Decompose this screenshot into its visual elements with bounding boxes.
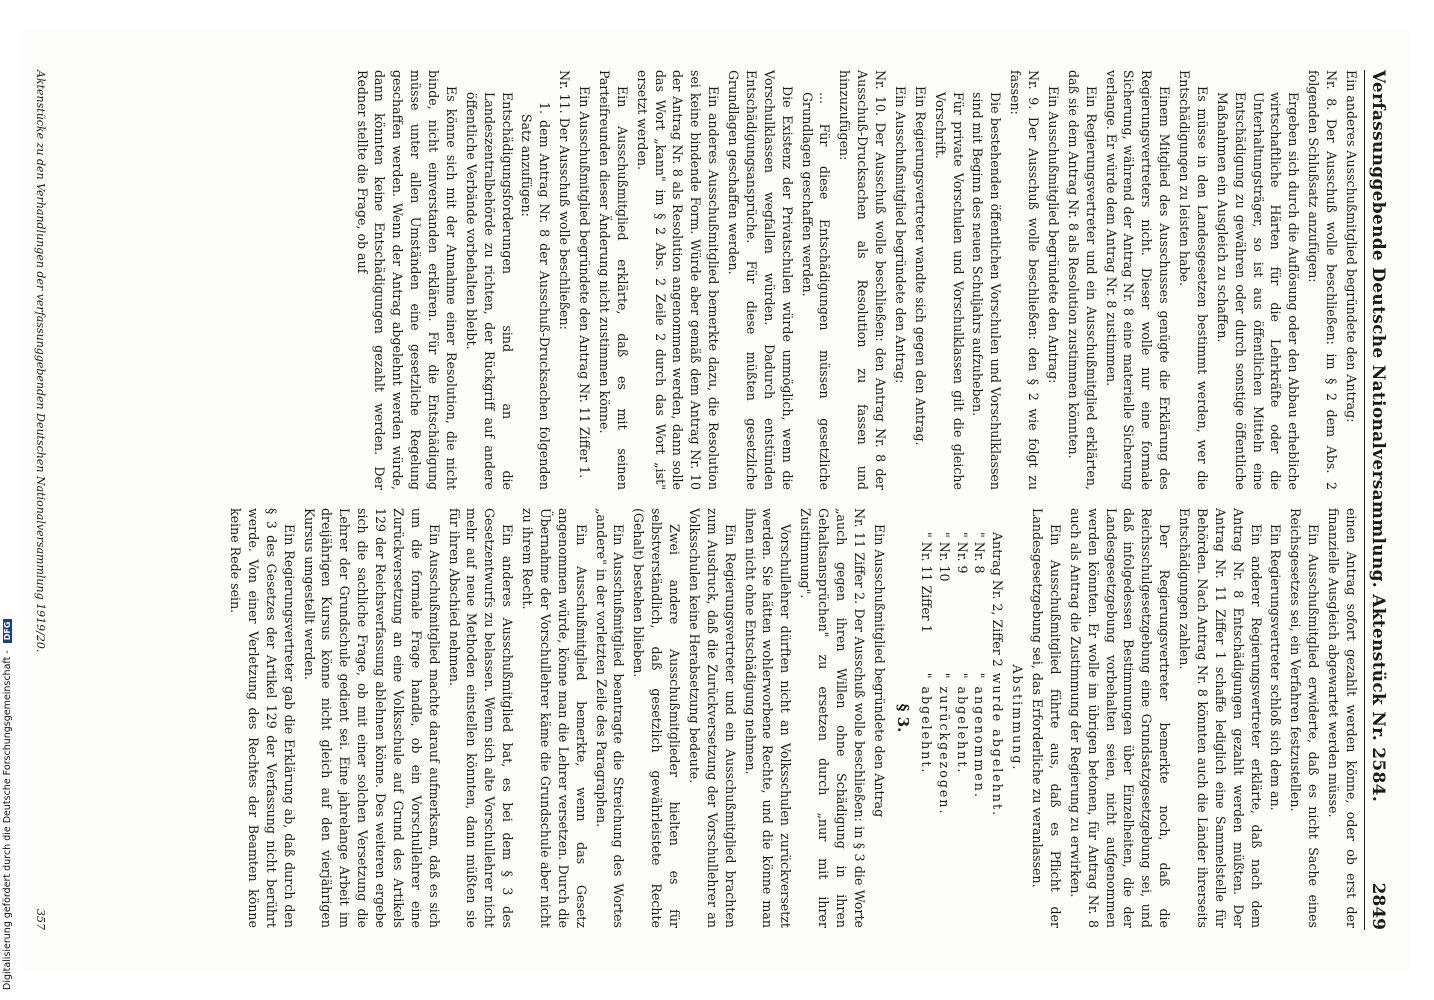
dfg-logo: DFG bbox=[3, 619, 12, 644]
vote-result: " abgelehnt. bbox=[918, 672, 934, 775]
paragraph: Einem Mitglied des Ausschusses genügte die Erklärung des Regierungsvertreters nicht. Dieser wolle nur eine formale Sicherung, während der Antrag Nr. 8 eine materielle Sicherung verlange. Er würde dem Antrag Nr. 8 zustimmen. bbox=[1103, 70, 1173, 490]
paragraph: Ein Regierungsvertreter gab die Erklärung ab, daß durch den § 3 des Gesetzes der Artikel 129 der Verfassung nicht berührt werde. Von einer Verletzung des Rechtes der Beamten könne keine Rede sein. bbox=[228, 508, 297, 928]
vote-result: " abgelehnt. bbox=[954, 672, 970, 775]
digitization-note bbox=[0, 0, 20, 1000]
paragraph: Es könne sich mit der Annahme einer Resolution, die nicht binde, nicht einverstanden erklären. Für die Entschädigung müsse unter allen Umständen eine gesetzliche Regelung geschaffen werden. Wenn der Antrag abgelehnt werden würde, dann könnten keine Entschädigungen gezahlt werden. Der Redner stellte die Frage, ob auf bbox=[354, 70, 459, 490]
vote-label: " Nr. 8 bbox=[972, 532, 988, 574]
vote-label: " Nr. 10 bbox=[936, 532, 952, 582]
paragraph: Nr. 9. Der Ausschuß wolle beschließen: den § 2 wie folgt zu fassen: bbox=[1008, 70, 1042, 490]
paragraph: Ein Ausschußmitglied begründete den Antrag Nr. 11 Ziffer 1. bbox=[577, 86, 593, 479]
paragraph: Ein Regierungsvertreter wandte sich gegen den Antrag. bbox=[912, 86, 928, 446]
paragraph: Vorschullehrer dürften nicht an Volksschulen zurückversetzt werden. Sie hätten wohlerworbene Rechte, und die könne man ihnen nicht ohne Entschädigung nehmen. bbox=[742, 508, 794, 928]
footer-number: 357 bbox=[34, 909, 47, 930]
digitization-text: Digitalisierung gefördert durch die Deutsche Forschungsgemeinschaft - bbox=[2, 650, 13, 990]
paragraph: Die Existenz der Privatschulen würde unmöglich, wenn die Vorschulklassen wegfallen würden. Dadurch entstünden Entschädigungsansprüche. Für diese müßten gesetzliche Grundlagen geschaffen werden. bbox=[726, 70, 795, 490]
paragraph: Entschädigungsforderungen sind an die Landeszentralbehörde zu richten, der Rückgriff auf andere öffentliche Verbände vorbehalten bleibt. bbox=[463, 92, 515, 490]
paragraph: Ein Regierungsvertreter und ein Ausschußmitglied brachten zum Ausdruck, daß die Zurückversetzung der Vorschullehrer an Volksschulen keine Herabsetzung bedeute. bbox=[686, 508, 738, 928]
vote-table bbox=[917, 532, 1006, 823]
page-title: Verfassunggebende Deutsche Nationalversammlung. Aktenstück Nr. 2584. bbox=[1368, 70, 1388, 803]
paragraph: einen Antrag sofort gezahlt werden könne, oder ob erst der finanzielle Ausgleich abgewartet werden müsse. bbox=[1326, 508, 1359, 928]
vote-result: wurde abgelehnt. bbox=[990, 672, 1006, 818]
paragraph: Ein anderes Ausschußmitglied bat, es bei dem § 3 des Gesetzentwurfs zu belassen. Wenn sich alte Vorschullehrer nicht mehr auf neue Methoden einstellen könnten, dann müßten sie für ihren Abschied nehmen. bbox=[446, 508, 516, 928]
paragraph: Ein Ausschußmitglied begründete den Antrag bbox=[871, 524, 887, 818]
paragraph: Der Regierungsvertreter bemerkte noch, daß die Reichsschulgesetzgebung eine Grundsatzgesetzgebung sei, und daß infolgedessen Bestimmungen über Einzelheiten, die der Landesgesetzgebung vorbehalten seien, nicht aufgenommen werden könnten. Er wolle im übrigen betonen, für Antrag Nr. 8 auch als Antrag die Zustimmung der Regierung zu erwirken. bbox=[1067, 508, 1173, 928]
section-heading: § 3. bbox=[894, 703, 912, 733]
page-number: 2849 bbox=[1368, 882, 1388, 930]
paragraph: Ein Regierungsvertreter schloß sich dem an. bbox=[1268, 524, 1284, 811]
paragraph: ... Für diese Entschädigungen müssen gesetzliche Grundlagen geschaffen werden. bbox=[799, 92, 833, 490]
paragraph: Nr. 10. Der Ausschuß wolle beschließen: den Antrag Nr. 8 der Ausschuß-Drucksachen als Resolution zu fassen und hinzuzufügen: bbox=[837, 70, 889, 490]
page-footer bbox=[34, 70, 47, 930]
vote-label: " Nr. 9 bbox=[954, 532, 970, 574]
vote-row bbox=[989, 532, 1007, 823]
paragraph: Ein anderes Ausschußmitglied bemerkte dazu, die Resolution sei keine bindende Form. Würde aber gemäß dem Antrag Nr. 10 der Antrag Nr. 8 als Resolution angenommen werden, dann solle das Wort „kann" im § 2 Abs. 2 Zeile 2 durch das Wort „ist" ersetzt werden. bbox=[634, 70, 722, 490]
paragraph: Nr. 11 Ziffer 2. Der Ausschuß wolle beschließen: in § 3 die Worte „auch gegen ihren Willen ohne Schädigung in ihren Gehaltsansprüchen" zu ersetzen durch „nur mit ihrer Zustimmung". bbox=[798, 508, 867, 928]
paragraph: 1. dem Antrag Nr. 8 der Ausschuß-Drucksachen folgenden Satz anzufügen: bbox=[519, 102, 553, 490]
paragraph: Zwei andere Ausschußmitglieder hielten es für selbstverständlich, daß gesetzlich gewährleistete Rechte (Gehalt) bestehen blieben. bbox=[631, 508, 683, 928]
paragraph: Ein Ausschußmitglied beantragte die Streichung des Wortes „andere" in der vorletzten Zeile des Paragraphen. bbox=[593, 508, 627, 928]
right-column-top bbox=[1028, 508, 1360, 928]
rotated-page bbox=[20, 30, 1410, 970]
vote-result: " zurückgezogen. bbox=[936, 672, 952, 816]
paragraph: Es müsse in den Landesgesetzen bestimmt werden, wer die Entschädigungen zu leisten habe. bbox=[1177, 70, 1210, 490]
vote-row bbox=[971, 532, 989, 823]
paragraph: Nr. 8. Der Ausschuß wolle beschließen: im § 2 dem Abs. 2 folgenden Schlußsatz anzufügen: bbox=[1306, 70, 1340, 490]
paragraph: Ein Ausschußmitglied erklärte, daß es mit seinen Parteifreunden dieser Änderung nicht zustimmen könne. bbox=[597, 70, 630, 490]
footer-source: Aktenstücke zu den Verhandlungen der verfassunggebenden Deutschen Nationalversammlung 1919/20. bbox=[34, 70, 47, 653]
vote-row bbox=[917, 532, 935, 823]
left-column bbox=[351, 70, 1360, 490]
scanned-page bbox=[20, 30, 1410, 970]
vote-heading: Abstimmung. bbox=[1010, 664, 1026, 772]
paragraph: Ergeben sich durch die Auflösung oder den Abbau erhebliche wirtschaftliche Härten für die Lehrkräfte oder die Unterhaltungsträger, so ist aus öffentlichen Mitteln eine Entschädigung zu gewähren oder durch sonstige öffentliche Maßnahmen ein Ausgleich zu schaffen. bbox=[1214, 92, 1302, 490]
vote-row bbox=[935, 532, 953, 823]
page-header bbox=[1364, 70, 1398, 930]
paragraph: Ein Ausschußmitglied begründete den Antrag: bbox=[1046, 86, 1061, 384]
paragraph: Für private Vorschulen und Vorschulklassen gilt die gleiche Vorschrift. bbox=[932, 92, 966, 490]
vote-row bbox=[953, 532, 971, 823]
paragraph: Die bestehenden öffentlichen Vorschulen und Vorschulklassen sind mit Beginn des neuen Schuljahrs aufzuheben. bbox=[970, 92, 1004, 490]
vote-label: " Nr. 11 Ziffer 1 bbox=[918, 532, 934, 633]
paragraph: Ein Ausschußmitglied begründete den Antrag: bbox=[893, 86, 908, 384]
vote-label: Antrag Nr. 2, Ziffer 2 bbox=[990, 532, 1006, 667]
paragraph: Nr. 11. Der Ausschuß wolle beschließen: bbox=[557, 70, 573, 330]
paragraph: Ein anderes Ausschußmitglied begründete den Antrag: bbox=[1344, 70, 1359, 423]
right-column bbox=[224, 508, 1360, 928]
paragraph: Ein Ausschußmitglied bemerkte, wenn das Gesetz angenommen würde, könne man die Lehrer versetzen. Durch die Übernahme der Vorschullehrer käme die Grundschule aber nicht zu ihrem Recht. bbox=[520, 508, 589, 928]
right-column-bottom bbox=[226, 508, 888, 928]
vote-result: " angenommen. bbox=[972, 672, 988, 799]
paragraph: Ein Ausschußmitglied erwiderte, daß es nicht Sache eines Reichsgesetzes sei, ein Verfahren festzustellen. bbox=[1288, 508, 1322, 928]
paragraph: Ein anderer Regierungsvertreter erklärte, daß nach dem Antrag Nr. 8 Entschädigungen gezahlt werden müßten. Der Antrag Nr. 11 Ziffer 1 schaffe lediglich eine Sammelstelle für Behörden. Nach Antrag Nr. 8 könnten auch die Länder ihrerseits Entschädigungen zahlen. bbox=[1177, 508, 1264, 928]
paragraph: Ein Ausschußmitglied führte aus, daß es Pflicht der Landesgesetzgebung sei, das Erforderliche zu veranlassen. bbox=[1030, 508, 1063, 928]
paragraph: Ein Regierungsvertreter und ein Ausschußmitglied erklärten, daß sie dem Antrag Nr. 8 als Resolution zustimmen könnten. bbox=[1065, 70, 1099, 490]
paragraph: Ein Ausschußmitglied machte darauf aufmerksam, daß es sich um die formale Frage handle, ob ein Vorschullehrer eine Zurückversetzung an eine Volksschule auf Grund des Artikels 129 der Reichsverfassung ablehnen könne. Des weiteren ergebe sich die sachliche Frage, ob mit einer solchen Versetzung die Lehrer der Grundschule gedient sei. Eine jahrelange Arbeit im dreijährigen Kursus könne nicht gleich auf den vierjährigen Kursus umgestellt werden. bbox=[301, 508, 442, 928]
